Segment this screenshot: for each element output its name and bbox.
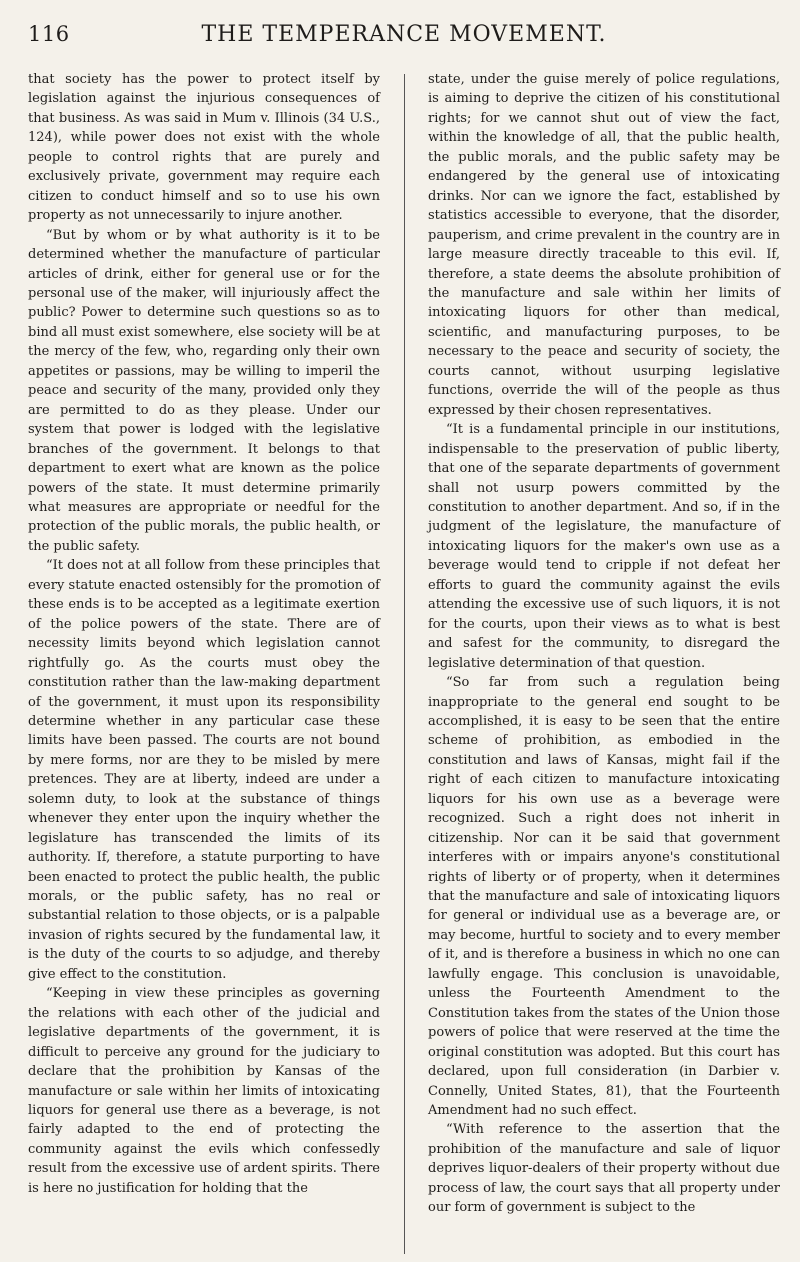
page-number: 116 xyxy=(28,22,70,46)
paragraph: “It does not at all follow from these principles that every statute enacted ostensibly for the promotion of these ends is to be accepted as a legitimate exertion of the police powers of the state. There are of necessity limits beyond which legislation cannot rightfully go. As the courts must obey the constitution rather than the law-making department of the government, it must upon its responsibility determine whether in any particular case these limits have been passed. The courts are not bound by mere forms, nor are they to be misled by mere pretences. They are at liberty, indeed are under a solemn duty, to look at the substance of things whenever they enter upon the inquiry whether the legislature has transcended the limits of its authority. If, therefore, a statute purporting to have been enacted to protect the public health, the public morals, or the public safety, has no real or substantial relation to those objects, or is a palpable invasion of rights secured by the fundamental law, it is the duty of the courts to so adjudge, and thereby give effect to the constitution. xyxy=(28,558,380,982)
left-column xyxy=(28,70,380,1198)
right-column xyxy=(428,70,780,1218)
page-header xyxy=(28,14,780,54)
paragraph: “With reference to the assertion that the prohibition of the manufacture and sale of liquor deprives liquor-dealers of their property without due process of law, the court says that all property under our form of government is subject to the xyxy=(428,1122,780,1216)
paragraph: “Keeping in view these principles as governing the relations with each other of the judicial and legislative departments of the government, it is difficult to perceive any ground for the judiciary to declare that the prohibition by Kansas of the manufacture or sale within her limits of intoxicating liquors for general use there as a beverage, is not fairly adapted to the end of protecting the community against the evils which confessedly result from the excessive use of ardent spirits. There is here no justification for holding that the xyxy=(28,986,380,1196)
paragraph: “But by whom or by what authority is it to be determined whether the manufacture of particular articles of drink, either for general use or for the personal use of the maker, will injuriously affect the public? Power to determine such questions so as to bind all must exist somewhere, else society will be at the mercy of the few, who, regarding only their own appetites or passions, may be willing to imperil the peace and security of the many, provided only they are permitted to do as they please. Under our system that power is lodged with the legislative branches of the government. It belongs to that department to exert what are known as the police powers of the state. It must determine primarily what measures are appropriate or needful for the protection of the public morals, the public health, or the public safety. xyxy=(28,227,380,554)
paragraph: “It is a fundamental principle in our institutions, indispensable to the preservation of public liberty, that one of the separate departments of government shall not usurp powers committed by the constitution to another department. And so, if in the judgment of the legislature, the manufacture of intoxicating liquors for the maker's own use as a beverage would tend to cripple if not defeat her efforts to guard the community against the evils attending the excessive use of such liquors, it is not for the courts, upon their views as to what is best and safest for the community, to disregard the legislative determination of that question. xyxy=(428,422,780,671)
paragraph: “So far from such a regulation being inappropriate to the general end sought to be accomplished, it is easy to be seen that the entire scheme of prohibition, as embodied in the constitution and laws of Kansas, might fail if the right of each citizen to manufacture intoxicating liquors for his own use as a beverage were recognized. Such a right does not inherit in citizenship. Nor can it be said that government interferes with or impairs anyone's constitutional rights of liberty or of property, when it determines that the manufacture and sale of intoxicating liquors for general or individual use as a beverage are, or may become, hurtful to society and to every member of it, and is therefore a business in which no one can lawfully engage. This conclusion is unavoidable, unless the Fourteenth Amendment to the Constitution takes from the states of the Union those powers of police that were reserved at the time the original constitution was adopted. But this court has declared, upon full consideration (in Darbier v. Connelly, United States, 81), that the Fourteenth Amendment had no such effect. xyxy=(428,675,780,1119)
running-title: THE TEMPERANCE MOVEMENT. xyxy=(201,22,607,47)
column-divider xyxy=(404,74,405,1254)
paragraph: state, under the guise merely of police regulations, is aiming to deprive the citizen of his constitutional rights; for we cannot shut out of view the fact, within the knowledge of all, that the public health, the public morals, and the public safety may be endangered by the general use of intoxicating drinks. Nor can we ignore the fact, established by statistics accessible to everyone, that the disorder, pauperism, and crime prevalent in the country are in large measure directly traceable to this evil. If, therefore, a state deems the absolute prohibition of the manufacture and sale within her limits of intoxicating liquors for other than medical, scientific, and manufacturing purposes, to be necessary to the peace and security of society, the courts cannot, without usurping legislative functions, override the will of the people as thus expressed by their chosen representatives. xyxy=(428,72,780,418)
paragraph: that society has the power to protect itself by legislation against the injurious consequences of that business. As was said in Mum v. Illinois (34 U.S., 124), while power does not exist with the whole people to control rights that are purely and exclusively private, government may require each citizen to conduct himself and so to use his own property as not unnecessarily to injure another. xyxy=(28,72,380,224)
